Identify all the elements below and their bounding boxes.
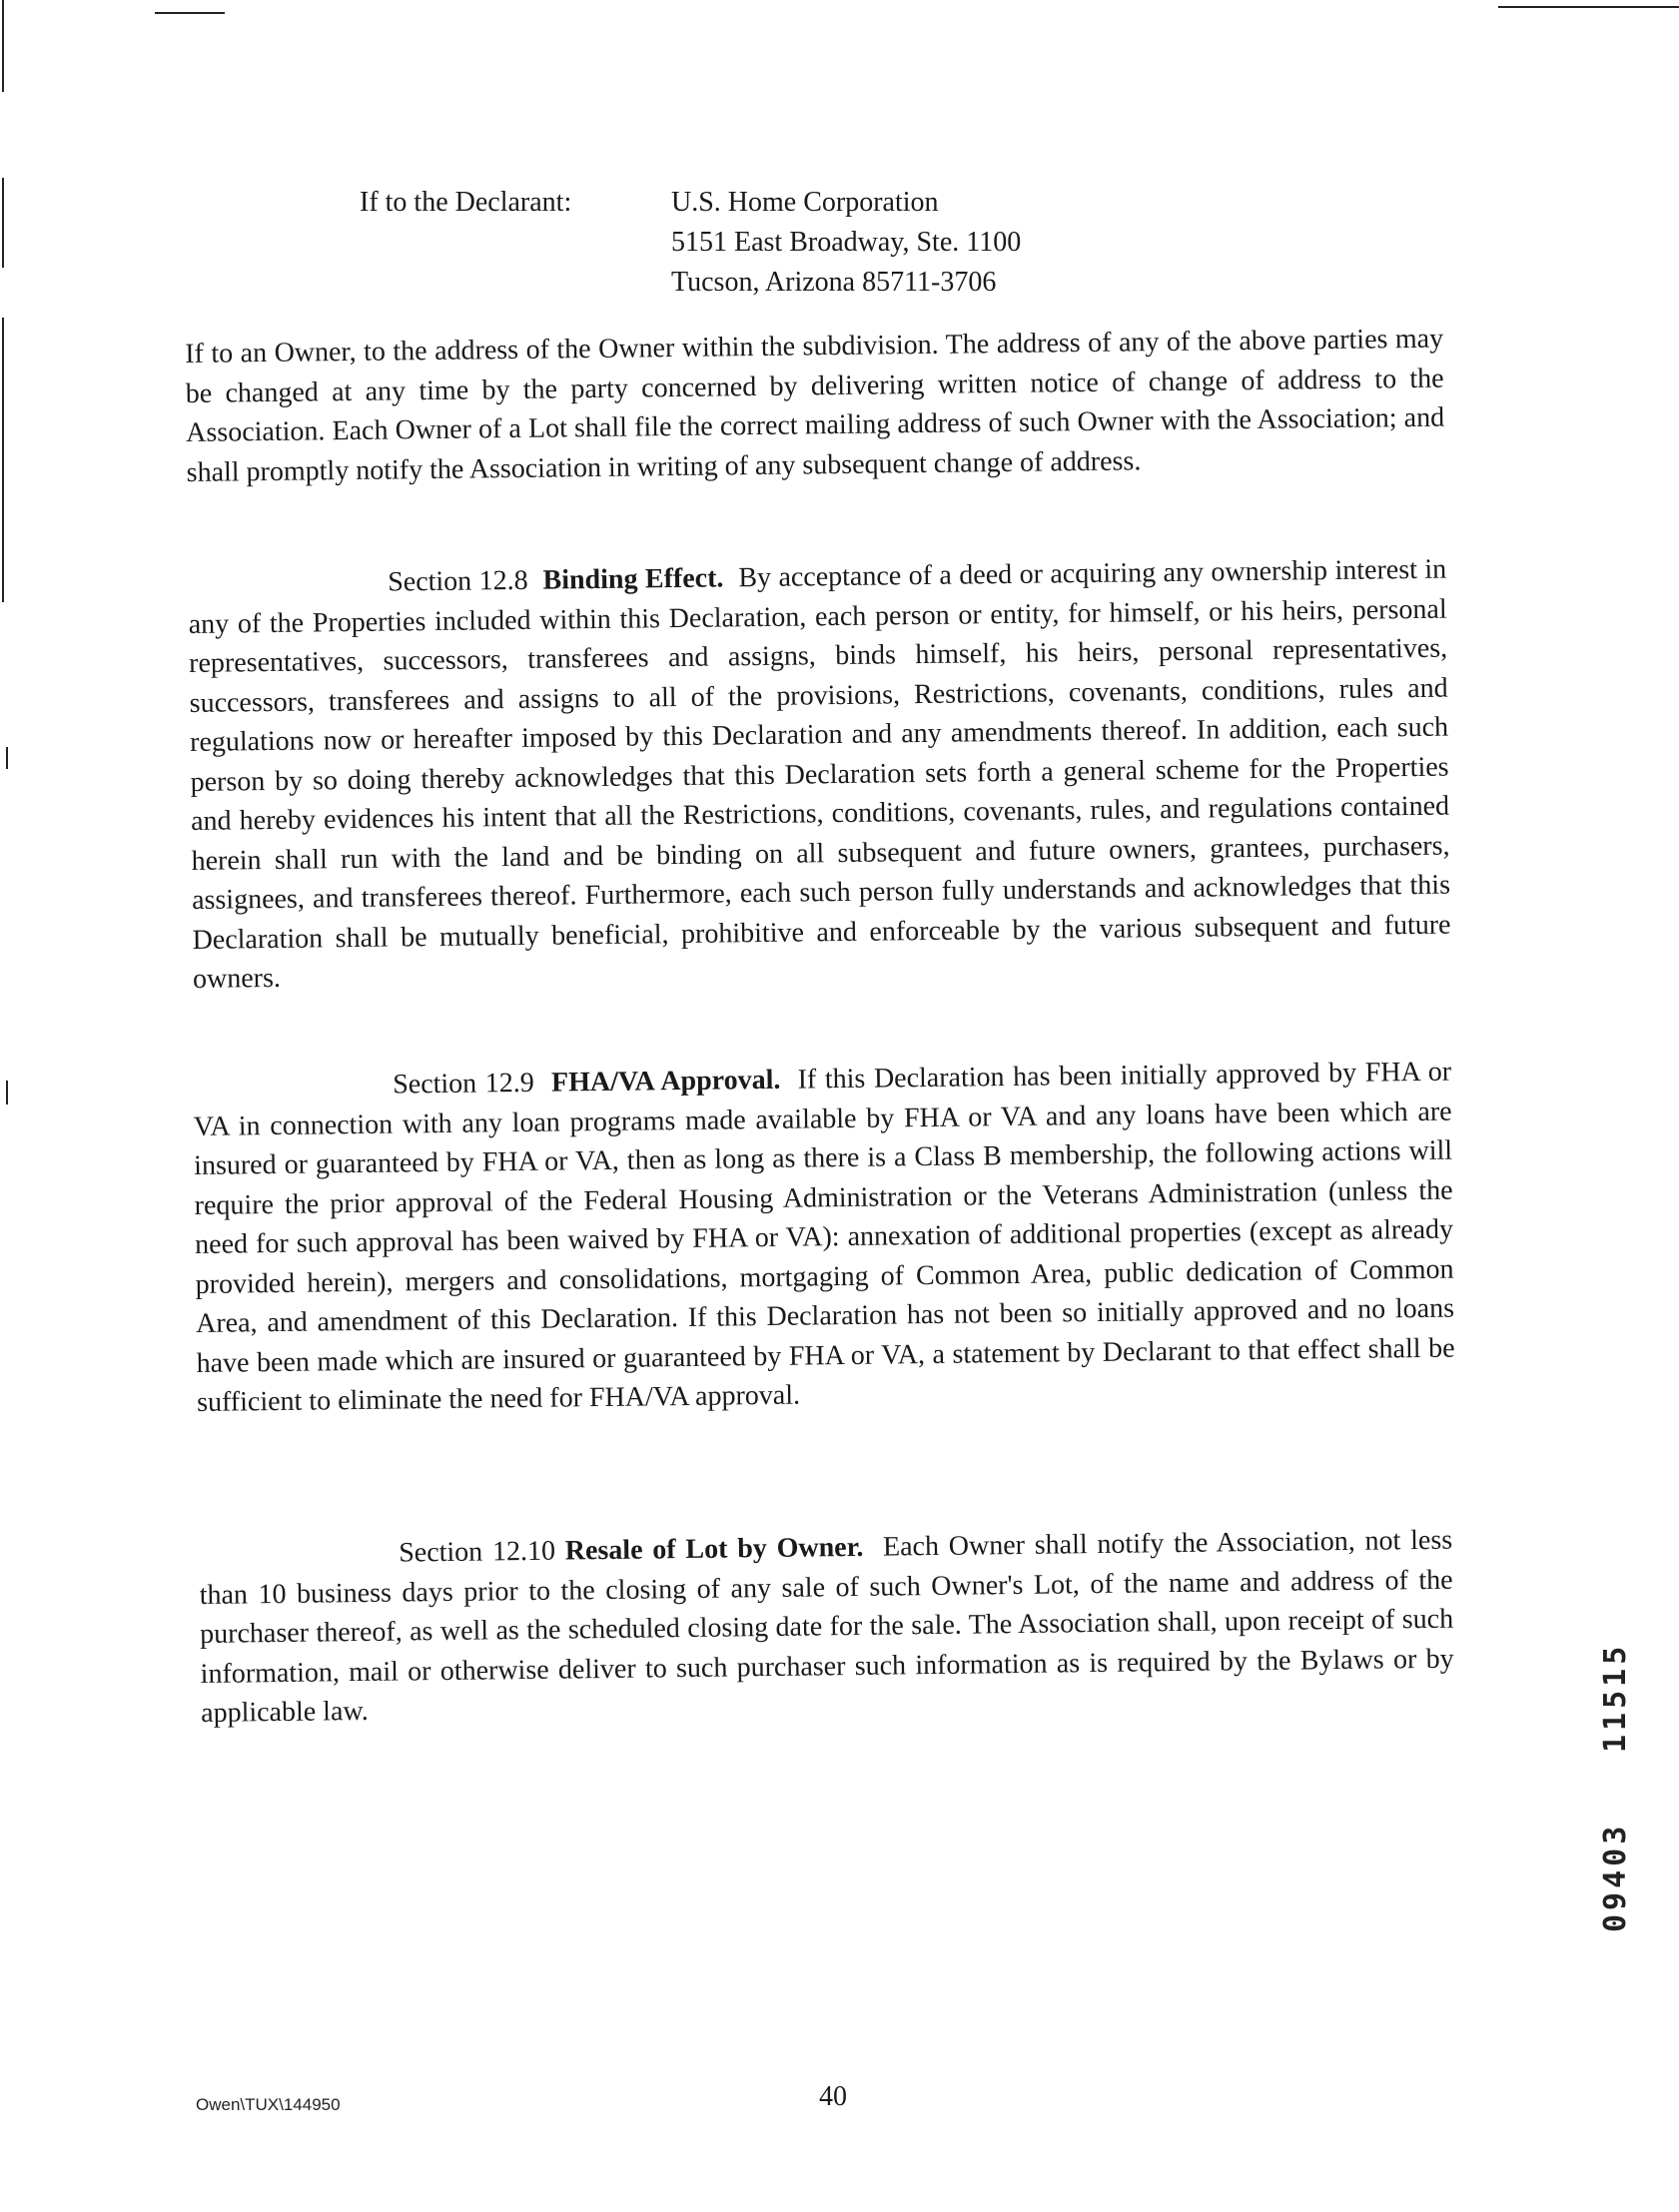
address-line: Tucson, Arizona 85711-3706 — [671, 267, 997, 298]
address-lines — [671, 183, 1021, 303]
address-line: U.S. Home Corporation — [671, 187, 939, 218]
section-number: Section 12.9 — [393, 1067, 535, 1101]
section-12-9 — [193, 1053, 1455, 1423]
scan-edge-line — [1498, 6, 1679, 8]
section-12-10 — [199, 1521, 1454, 1734]
section-body: If this Declaration has been initially approved by FHA or VA in connection with any loan programs made available by FHA or VA and any loans have been which are insured or guaranteed by FHA or VA, then as long as there is a Class B membership, the following actions will require the prior approval of the Federal Housing Administration or the Veterans Administration (unless the need for such approval has been waived by FHA or VA): annexation of additional properties (except as already provided herein), mergers and consolidations, mortgaging of Common Area, public dedication of Common Area, and amendment of this Declaration. If this Declaration has not been so initially approved and no loans have been made which are insured or guaranteed by FHA or VA, a statement by Declarant to that effect shall be sufficient to eliminate the need for FHA/VA approval. — [193, 1056, 1455, 1418]
section-heading: FHA/VA Approval. — [550, 1064, 781, 1099]
section-heading: Binding Effect. — [542, 562, 724, 596]
address-line: 5151 East Broadway, Ste. 1100 — [671, 227, 1022, 258]
stamp-lower-number: 09403 — [1598, 1822, 1633, 1932]
section-12-8 — [188, 550, 1451, 1000]
scan-edge-line — [155, 12, 225, 14]
file-reference: Owen\TUX\144950 — [196, 2095, 341, 2114]
scan-edge-line — [6, 747, 8, 769]
scan-edge-line — [2, 178, 4, 268]
section-number: Section 12.10 — [399, 1535, 556, 1569]
section-heading: Resale of Lot by Owner. — [564, 1531, 864, 1567]
stamp-upper-number: 11515 — [1598, 1642, 1633, 1753]
section-body: Each Owner shall notify the Association, not less than 10 business days prior to the closing of any sale of such Owner's Lot, of the name and address of the purchaser thereof, as well as the scheduled closing date for the sale. The Association shall, upon receipt of such information, mail or otherwise deliver to such purchaser such information as is required by the Bylaws or by applicable law. — [199, 1524, 1454, 1729]
address-label: If to the Declarant: — [360, 187, 572, 218]
scan-edge-line — [6, 1081, 8, 1105]
owner-notice-paragraph: If to an Owner, to the address of the Owner within the subdivision. The address of any of the above parties may be changed at any time by the party concerned by delivering written notice of change of address to the Association. Each Owner of a Lot shall file the correct mailing address of such Owner with the Association; and shall promptly notify the Association in writing of any subsequent change of address. — [185, 323, 1445, 488]
scan-edge-line — [2, 0, 4, 92]
scan-edge-line — [2, 318, 4, 602]
declarant-address-block — [360, 183, 1021, 303]
section-body: By acceptance of a deed or acquiring any ownership interest in any of the Properties included within this Declaration, each person or entity, for himself, or his heirs, personal representatives, successors, transferees and assigns, binds himself, his heirs, personal representatives, successors, transferees and assigns to all of the provisions, Restrictions, covenants, conditions, rules and regulations now or hereafter imposed by this Declaration and any amendments thereof. In addition, each such person by so doing thereby acknowledges that this Declaration sets forth a general scheme for the Properties and hereby evidences his intent that all the Restrictions, conditions, covenants, rules, and regulations contained herein shall run with the land and be binding on all subsequent and future owners, grantees, purchasers, assignees, and transferees thereof. Furthermore, each such person fully understands and acknowledges that this Declaration shall be mutually beneficial, prohibitive and enforceable by the various subsequent and future owners. — [188, 553, 1451, 995]
recording-stamp — [1598, 1578, 1638, 1937]
page-number: 40 — [819, 2081, 847, 2112]
section-number: Section 12.8 — [388, 564, 528, 598]
